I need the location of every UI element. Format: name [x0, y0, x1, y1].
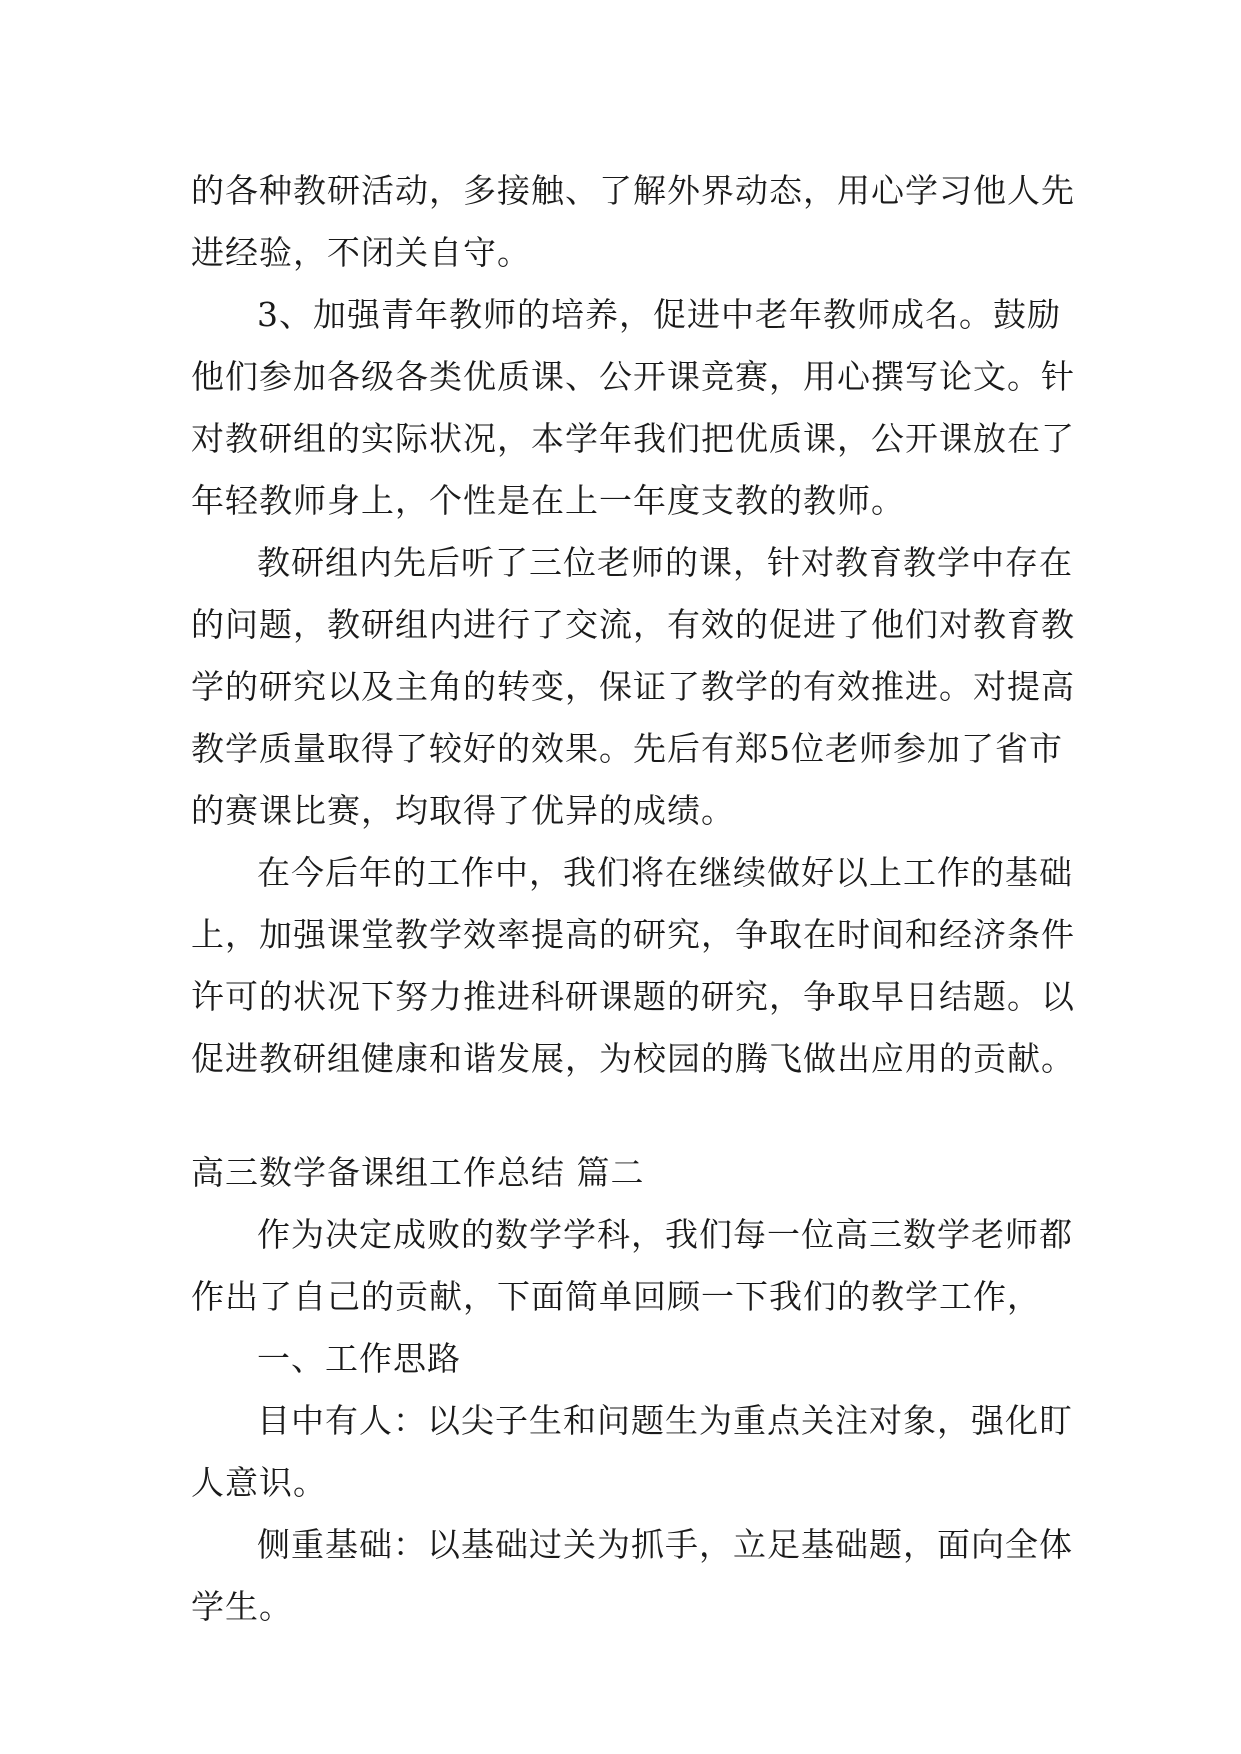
text-line: 年轻教师身上，个性是在上一年度支教的教师。 — [191, 481, 905, 520]
paragraph — [191, 160, 1075, 284]
paragraph — [191, 1514, 1073, 1638]
document-page — [191, 160, 1075, 1638]
text-line: 3、加强青年教师的培养，促进中老年教师成名。鼓励 — [257, 295, 1061, 334]
section-gap — [191, 1090, 1051, 1142]
text-line: 人意识。 — [191, 1463, 327, 1502]
paragraph — [191, 1390, 1073, 1514]
paragraph — [191, 284, 1075, 532]
paragraph — [191, 532, 1075, 842]
text-line: 目中有人：以尖子生和问题生为重点关注对象，强化盯 — [257, 1401, 1073, 1440]
text-line: 许可的状况下努力推进科研课题的研究，争取早日结题。以 — [191, 977, 1075, 1016]
paragraph — [191, 1204, 1073, 1328]
text-line: 作出了自己的贡献，下面简单回顾一下我们的教学工作， — [191, 1277, 1041, 1316]
text-line: 上，加强课堂教学效率提高的研究，争取在时间和经济条件 — [191, 915, 1075, 954]
text-line: 进经验，不闭关自守。 — [191, 233, 531, 272]
paragraph — [191, 842, 1075, 1090]
text-line: 的各种教研活动，多接触、了解外界动态，用心学习他人先 — [191, 171, 1075, 210]
text-line: 在今后年的工作中，我们将在继续做好以上工作的基础 — [257, 853, 1073, 892]
text-line: 侧重基础：以基础过关为抓手，立足基础题，面向全体 — [257, 1525, 1073, 1564]
text-line: 的问题，教研组内进行了交流，有效的促进了他们对教育教 — [191, 605, 1075, 644]
text-line: 教学质量取得了较好的效果。先后有郑5位老师参加了省市 — [191, 729, 1063, 768]
subheading: 一、工作思路 — [257, 1339, 461, 1378]
text-line: 学的研究以及主角的转变，保证了教学的有效推进。对提高 — [191, 667, 1075, 706]
text-line: 对教研组的实际状况，本学年我们把优质课，公开课放在了 — [191, 419, 1075, 458]
paragraph — [191, 1328, 1051, 1390]
text-line: 的赛课比赛，均取得了优异的成绩。 — [191, 791, 735, 830]
section-title: 高三数学备课组工作总结 篇二 — [191, 1153, 645, 1192]
text-line: 学生。 — [191, 1587, 293, 1626]
text-line: 他们参加各级各类优质课、公开课竞赛，用心撰写论文。针 — [191, 357, 1075, 396]
text-line: 教研组内先后听了三位老师的课，针对教育教学中存在 — [257, 543, 1073, 582]
text-line: 促进教研组健康和谐发展，为校园的腾飞做出应用的贡献。 — [191, 1039, 1075, 1078]
text-line: 作为决定成败的数学学科，我们每一位高三数学老师都 — [257, 1215, 1073, 1254]
